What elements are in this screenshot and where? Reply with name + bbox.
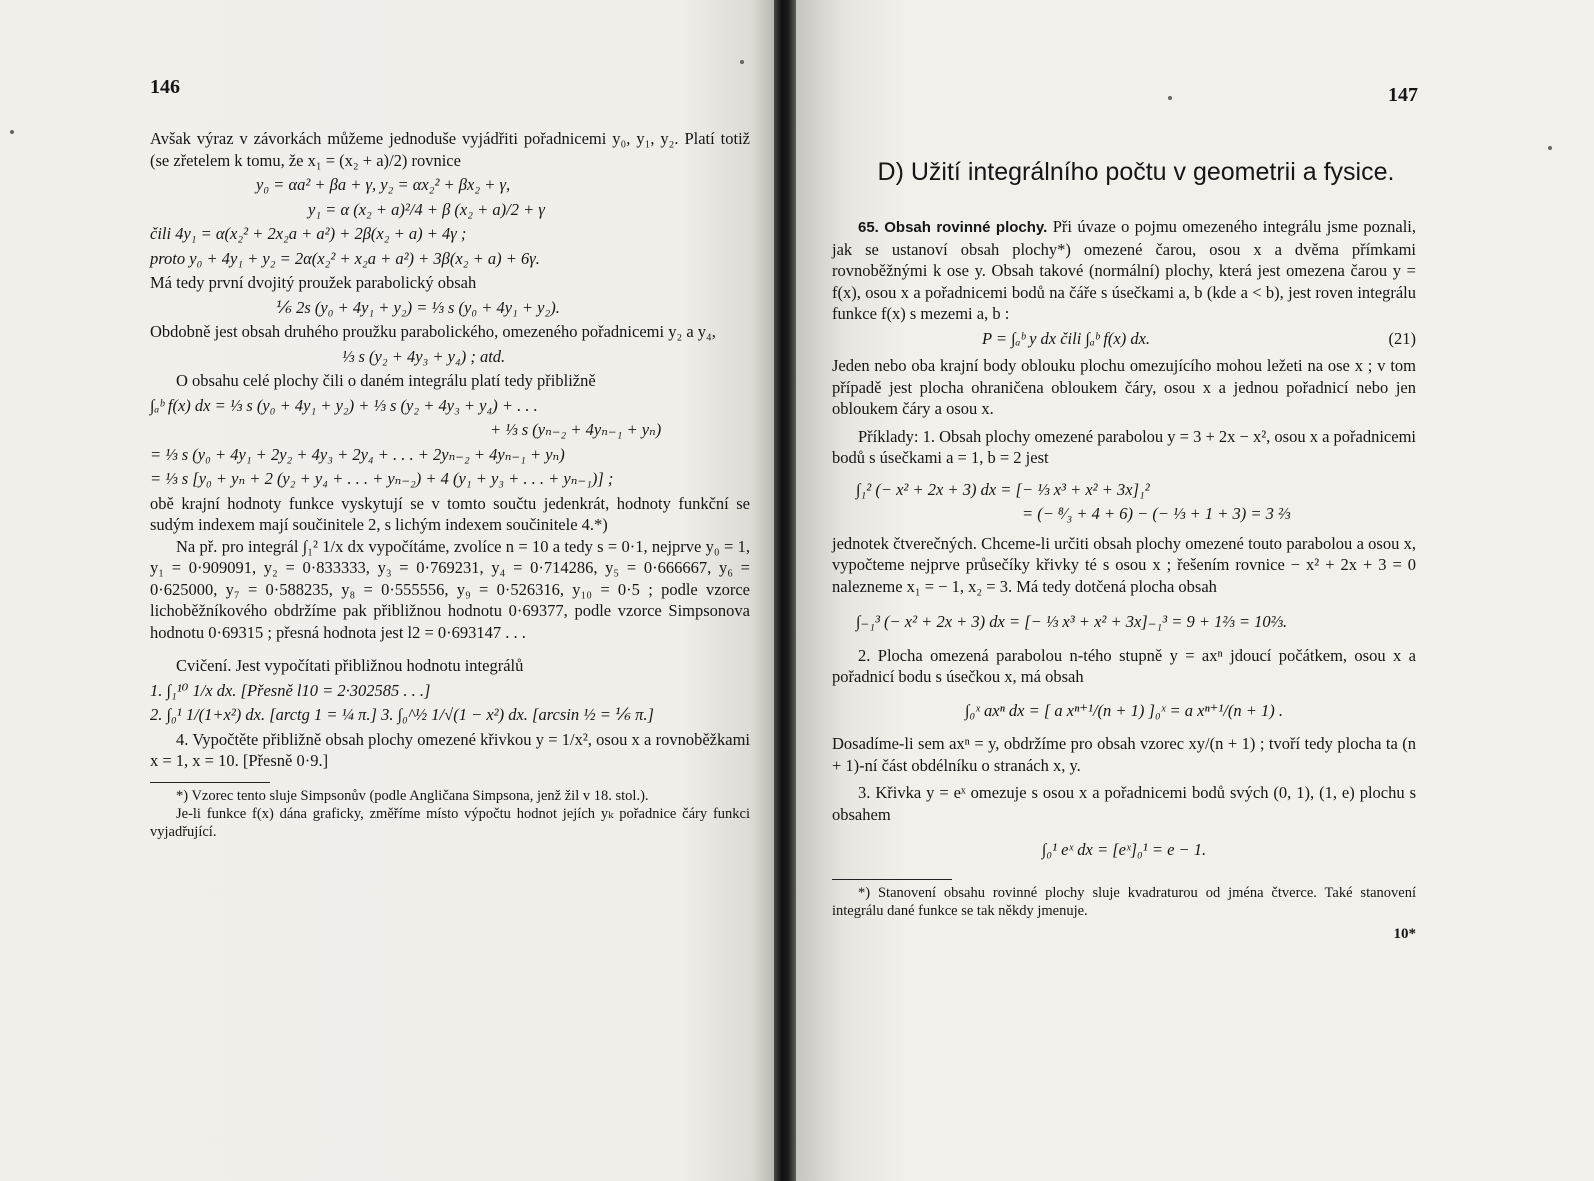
equation-body: P = ∫ₐᵇ y dx čili ∫ₐᵇ f(x) dx.	[982, 328, 1151, 348]
exercise: 2. ∫₀¹ 1/(1+x²) dx. [arctg 1 = ¼ π.] 3. ∫₀^½ 1/√(1 − x²) dx. [arcsin ½ = ⅙ π.]	[150, 705, 654, 724]
equation: ∫₀ˣ axⁿ dx = [ a xⁿ⁺¹/(n + 1) ]₀ˣ = a xⁿ⁺¹/(n + 1) .	[964, 700, 1284, 720]
paragraph: obě krajní hodnoty funkce vyskytují se v tomto součtu jedenkrát, hodnoty funkční se sudým indexem mají součinitele 2, s lichým indexem součinitele 4.*)	[150, 493, 750, 534]
right-page	[796, 0, 1594, 1181]
equation: ∫₋₁³ (− x² + 2x + 3) dx = [− ⅓ x³ + x² + 3x]₋₁³ = 9 + 1⅔ = 10⅔.	[856, 612, 1288, 631]
paragraph: Má tedy první dvojitý proužek parabolický obsah	[150, 273, 477, 292]
left-text-column	[150, 128, 750, 841]
page-number-left: 146	[150, 76, 180, 98]
equation: = ⅓ s [y₀ + yₙ + 2 (y₂ + y₄ + . . . + yₙ₋₂) + 4 (y₁ + y₃ + . . . + yₙ₋₁)] ;	[150, 469, 614, 488]
exercises-heading: Cvičení. Jest vypočítati přibližnou hodnotu integrálů	[176, 656, 524, 675]
paragraph: Jeden nebo oba krajní body oblouku plochu omezujícího mohou ležeti na ose x ; v tom případě jest plocha ohraničena obloukem čáry, osou x a jednou pořadnicí nebo jen obloukem čáry a osou x.	[832, 356, 1416, 418]
paragraph: jednotek čtverečných. Chceme-li určiti obsah plochy omezené touto parabolou a osou x, vypočteme nejprve průsečíky křivky té s osou x ; řešením rovnice − x² + 2x + 3 = 0 nalezneme x₁ = − 1, x₂ = 3. Má tedy dotčená plocha obsah	[832, 533, 1416, 596]
section-title: D) Užití integrálního počtu v geometrii a fysice.	[877, 158, 1395, 186]
equation: y₁ = α (x₂ + a)²/4 + β (x₂ + a)/2 + γ	[308, 199, 545, 219]
exercise: 4. Vypočtěte přibližně obsah plochy omezené křivkou y = 1/x², osou x a rovnoběžkami x = 1, x = 10. [Přesně 0·9.]	[150, 729, 750, 770]
exercise: 1. ∫₁¹⁰ 1/x dx. [Přesně l10 = 2·302585 . . .]	[150, 680, 431, 700]
paragraph: 3. Křivka y = eˣ omezuje s osou x a pořadnicemi bodů svých (0, 1), (1, e) plochu s obsahem	[832, 783, 1416, 824]
paper-speck	[1548, 146, 1552, 150]
footnote: *) Vzorec tento sluje Simpsonův (podle Angličana Simpsona, jenž žil v 18. stol.).	[176, 787, 649, 804]
equation: y₀ = αa² + βa + γ, y₂ = αx₂² + βx₂ + γ,	[256, 175, 511, 194]
paper-speck	[1168, 96, 1172, 100]
paper-speck	[10, 130, 14, 134]
paragraph: O obsahu celé plochy čili o daném integrálu platí tedy přibližně	[176, 371, 596, 390]
paragraph: Na př. pro integrál ∫₁² 1/x dx vypočítáme, zvolíce n = 10 a tedy s = 0·1, nejprve y₀ = 1, y₁ = 0·909091, y₂ = 0·833333, y₃ = 0·769231, y₄ = 0·714286, y₅ = 0·666667, y₆ = 0·625000, y₇ = 0·588235, y₈ = 0·555556, y₉ = 0·526316, y₁₀ = 0·5 ; podle vzorce lichoběžníkového obdržíme pak přibližnou hodnotu 0·69377, podle vzorce Simpsonova hodnotu 0·69315 ; přesná hodnota jest l2 = 0·693147 . . .	[150, 536, 750, 642]
equation: ∫₀¹ eˣ dx = [eˣ]₀¹ = e − 1.	[1041, 840, 1207, 859]
paragraph: Při úvaze o pojmu omezeného integrálu jsme poznali, jak se ustanoví obsah plochy*) omezené čarou, osou x a dvěma přímkami rovnoběžnými k ose y. Obsah takové (normální) plochy, která jest omezena čarou y = f(x), osou x a pořadnicemi bodů na čáře s úsečkami a, b (kde a < b), jest roven integrálu funkce f(x) s mezemi a, b :	[832, 217, 1417, 323]
equation: ⅙ 2s (y₀ + 4y₁ + y₂) = ⅓ s (y₀ + 4y₁ + y₂).	[276, 297, 560, 317]
equation: ∫₁² (− x² + 2x + 3) dx = [− ⅓ x³ + x² + 3x]₁²	[856, 479, 1150, 499]
paragraph: 2. Plocha omezená parabolou n-tého stupně y = axⁿ jdoucí počátkem, osou x a pořadnicí bodu s úsečkou x, má obsah	[832, 645, 1416, 686]
paper-speck	[740, 60, 744, 64]
paragraph: Obdobně jest obsah druhého proužku parabolického, omezeného pořadnicemi y₂ a y₄,	[150, 322, 716, 341]
paragraph: Avšak výraz v závorkách můžeme jednoduše vyjádřiti pořadnicemi y₀, y₁, y₂. Platí totiž (se zřetelem k tomu, že x₁ = (x₂ + a)/2) rovnice	[150, 129, 750, 170]
footnote-rule	[832, 879, 952, 880]
equation: ⅓ s (y₂ + 4y₃ + y₄) ; atd.	[342, 346, 506, 366]
equation: + ⅓ s (yₙ₋₂ + 4yₙ₋₁ + yₙ)	[490, 420, 662, 439]
paragraph: Příklady: 1. Obsah plochy omezené parabolou y = 3 + 2x − x², osou x a pořadnicemi bodů s úsečkami a = 1, b = 2 jest	[832, 426, 1416, 467]
equation: = ⅓ s (y₀ + 4y₁ + 2y₂ + 4y₃ + 2y₄ + . . . + 2yₙ₋₂ + 4yₙ₋₁ + yₙ)	[150, 444, 565, 464]
equation: = (− ⁸⁄₃ + 4 + 6) − (− ⅓ + 1 + 3) = 3 ⅔	[1022, 504, 1291, 523]
page-number-right: 147	[1388, 84, 1418, 106]
equation-number: (21)	[1388, 328, 1416, 348]
paragraph: Dosadíme-li sem axⁿ = y, obdržíme pro obsah vzorec xy/(n + 1) ; tvoří tedy plocha ta (n + 1)-ní část obdélníku o stranách x, y.	[832, 734, 1416, 775]
book-gutter	[774, 0, 796, 1181]
equation	[832, 328, 1416, 350]
right-text-column	[832, 216, 1416, 945]
signature-mark: 10*	[1393, 925, 1416, 942]
footnote-rule	[150, 782, 270, 783]
footnote: Je-li funkce f(x) dána graficky, změříme místo výpočtu hodnot jejích yₖ pořadnice čáry funkci vyjadřující.	[150, 805, 750, 840]
equation: proto y₀ + 4y₁ + y₂ = 2α(x₂² + x₂a + a²) + 3β(x₂ + a) + 6γ.	[150, 248, 540, 268]
equation: ∫ₐᵇ f(x) dx = ⅓ s (y₀ + 4y₁ + y₂) + ⅓ s (y₂ + 4y₃ + y₄) + . . .	[150, 395, 538, 415]
section-heading: 65. Obsah rovinné plochy.	[858, 219, 1048, 236]
equation: čili 4y₁ = α(x₂² + 2x₂a + a²) + 2β(x₂ + a) + 4γ ;	[150, 224, 467, 243]
footnote: *) Stanovení obsahu rovinné plochy sluje kvadraturou od jména čtverce. Také stanovení integrálu dané funkce se tak někdy jmenuje.	[832, 884, 1416, 919]
left-page	[0, 0, 774, 1181]
